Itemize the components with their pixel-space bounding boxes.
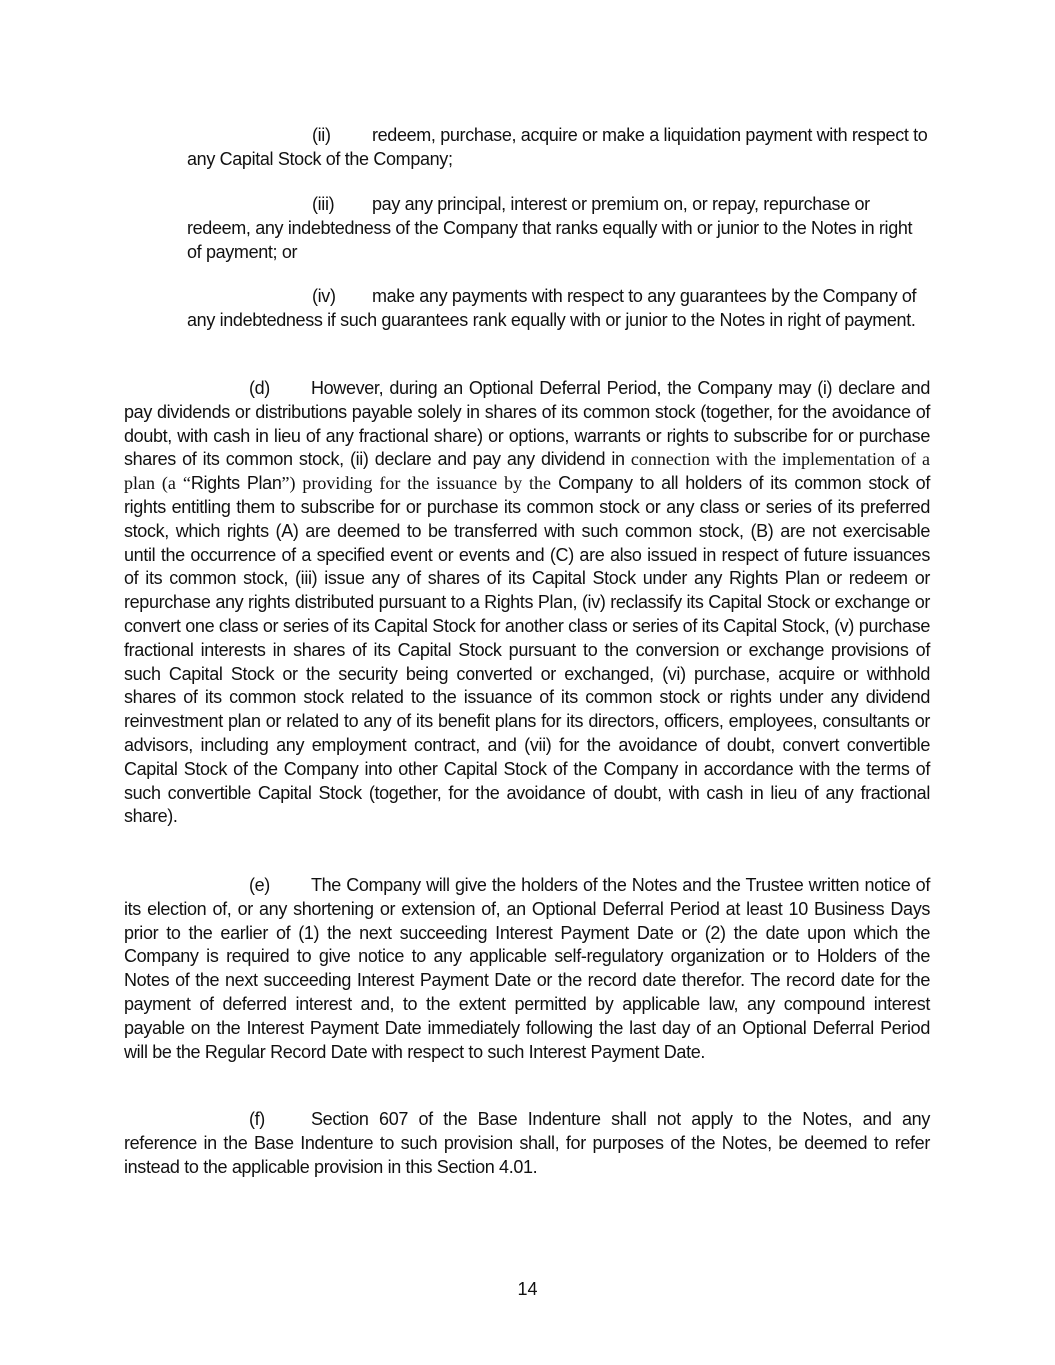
page-number: 14 bbox=[517, 1279, 538, 1299]
paragraph-label: (d) bbox=[249, 378, 270, 398]
clause-label: (iii) bbox=[312, 194, 335, 214]
defined-term: Rights Plan bbox=[190, 473, 282, 494]
paragraph-text-serif: ”) providing for the issuance by the bbox=[281, 473, 552, 494]
paragraph-text: The Company will give the holders of the Notes and the Trustee written notice of its election of, or any shortening or extension of, an Optional Deferral Period at least 10 Business Days prior to the earlier of (1) the next succeeding Interest Payment Date or (2) the date upon which the Company is required to give notice to any applicable self-regulatory organization or to Holders of the Notes of the next succeeding Interest Payment Date or the record date therefor. The record date for the payment of deferred interest and, to the extent permitted by applicable law, any compound interest payable on the Interest Payment Date immediately following the last day of an Optional Deferral Period will be the Regular Record Date with respect to such Interest Payment Date. bbox=[124, 875, 930, 1062]
paragraph-text: However, during an Optional Deferral Period, the Company may (i) declare and pay dividends or distributions payable solely in shares of its common stock (together, for the avoidance of doubt, with cash in lieu of any fractional share) or options, warrants or rights to subscribe for or purchase shares of its common stock, (ii) declare and pay any dividend in bbox=[124, 378, 930, 470]
clause-text: pay any principal, interest or premium on, or repay, repurchase or redeem, any indebtedness of the Company that ranks equally with or junior to the Notes in right of payment; or bbox=[187, 194, 913, 262]
clause-text: redeem, purchase, acquire or make a liquidation payment with respect to any Capital Stock of the Company; bbox=[187, 125, 928, 169]
paragraph-text: Section 607 of the Base Indenture shall not apply to the Notes, and any reference in the Base Indenture to such provision shall, for purposes of the Notes, be deemed to refer instead to the applicable provision in this Section 4.01. bbox=[124, 1109, 930, 1177]
clause-label: (iv) bbox=[312, 286, 336, 306]
clause-iii bbox=[187, 193, 930, 264]
clause-ii bbox=[187, 124, 930, 172]
paragraph-label: (f) bbox=[249, 1109, 265, 1129]
paragraph-text: Company to all holders of its common stock of rights entitling them to subscribe for or purchase its common stock or any class or series of its preferred stock, which rights (A) are deemed to be transferred with such common stock, (B) are not exercisable until the occurrence of a specified event or events and (C) are also issued in respect of future issuances of its common stock, (iii) issue any of shares of its Capital Stock under any Rights Plan or redeem or repurchase any rights distributed pursuant to a Rights Plan, (iv) reclassify its Capital Stock or exchange or convert one class or series of its Capital Stock for another class or series of its Capital Stock, (v) purchase fractional interests in shares of its Capital Stock pursuant to the conversion or exchange provisions of such Capital Stock or the security being converted or exchanged, (vi) purchase, acquire or withhold shares of its common stock related to the issuance of its common stock or rights under any dividend reinvestment plan or related to any of its benefit plans for its directors, officers, employees, consultants or advisors, including any employment contract, and (vii) for the avoidance of doubt, convert convertible Capital Stock of the Company into other Capital Stock of the Company in accordance with the terms of such convertible Capital Stock (together, for the avoidance of doubt, with cash in lieu of any fractional share). bbox=[124, 473, 930, 827]
paragraph-e bbox=[124, 874, 930, 1064]
paragraph-label: (e) bbox=[249, 875, 270, 895]
clause-iv bbox=[187, 285, 930, 333]
clause-label: (ii) bbox=[312, 125, 331, 145]
clause-text: make any payments with respect to any guarantees by the Company of any indebtedness if such guarantees rank equally with or junior to the Notes in right of payment. bbox=[187, 286, 917, 330]
paragraph-d bbox=[124, 377, 930, 829]
paragraph-text-serif: connection with the implementation of a plan (a “ bbox=[124, 449, 930, 494]
paragraph-f bbox=[124, 1108, 930, 1179]
